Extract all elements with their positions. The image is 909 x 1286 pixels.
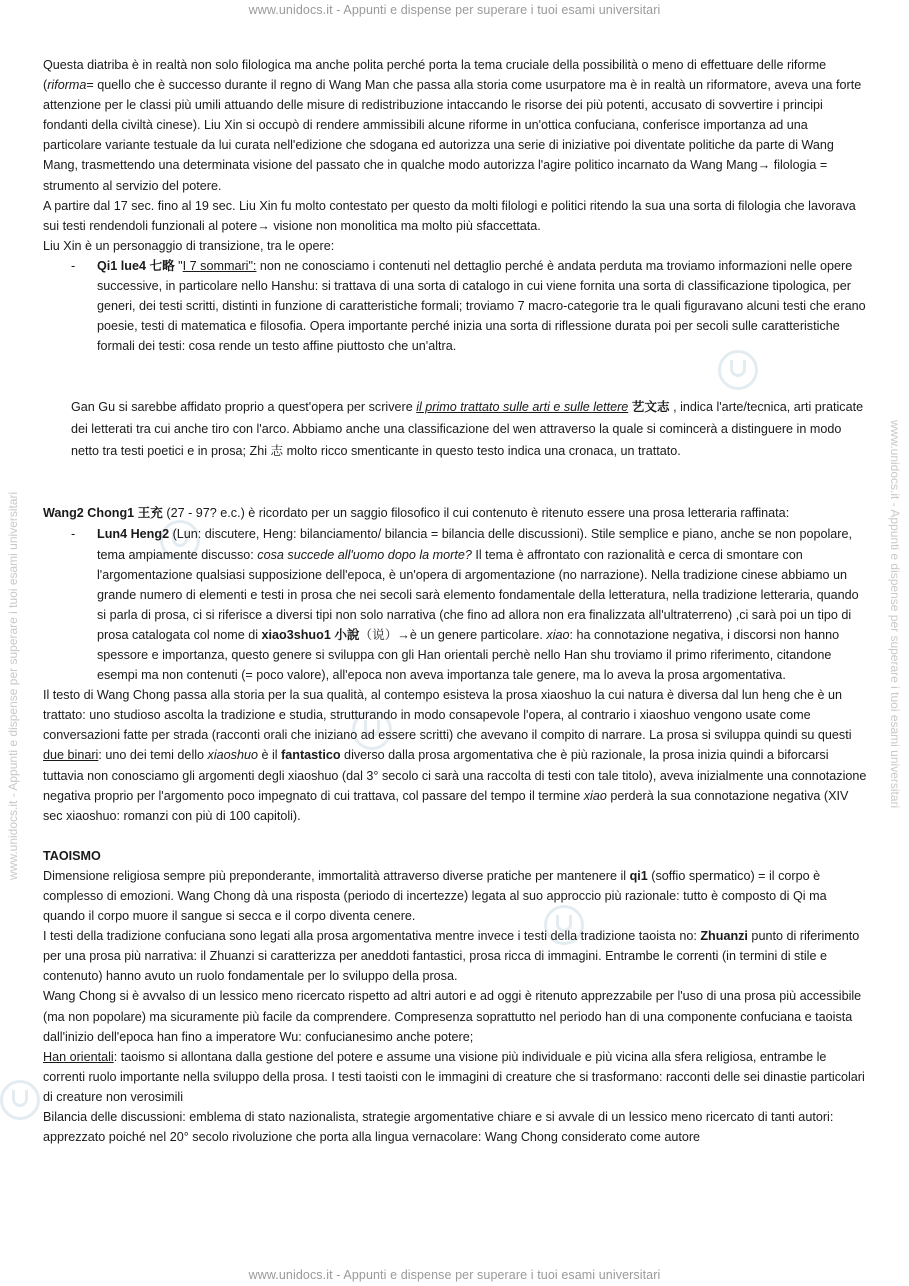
document-body bbox=[43, 55, 869, 1147]
paragraph: A partire dal 17 sec. fino al 19 sec. Liu Xin fu molto contestato per questo da molti filologi e politici ritendo la sua una sorta di filologia che lavorava sui testi rendendoli funzionali al potere→ visione non monolitica ma molto più sfaccettata. bbox=[43, 198, 856, 233]
section-heading: TAOISMO bbox=[43, 848, 101, 863]
list-item: - Lun4 Heng2 (Lun: discutere, Heng: bilanciamento/ bilancia = bilancia delle discussioni). Stile semplice e piano, anche se non popolare, tema ampiamente discusso: cosa succede all'uomo dopo la morte? Il tema è affrontato con razionalità e cerca di smontare con l'argomentazione qualsiasi supposizione dell'epoca, è un'opera di argomentazione (no narrazione). Nella tradizione cinese abbiamo un grande numero di elementi e testi in prosa che nei secoli sarà elemento fondamentale della letteratura, nella tradizione letteraria, quando si parla di prosa, ci si riferisce a diversi tipi non solo narrativa (che fino ad allora non era finalizzata all'ultraterreno) ,ci sarà poi un tipo di prosa catalogata col nome di xiao3shuo1 小說（说）→è un genere particolare. xiao: ha connotazione negativa, i discorsi non hanno spessore e importanza, questo genere si sviluppa con gli Han orientali perchè nello Han shu troviamo il primo riferimento, citandone esempi ma non contenuti (= poco valore), all'epoca non aveva importanza tale genere, ma lo aveva la prosa argomentativa. bbox=[43, 524, 869, 685]
header-watermark: www.unidocs.it - Appunti e dispense per superare i tuoi esami universitari bbox=[248, 3, 661, 17]
paragraph: Questa diatriba è in realtà non solo filologica ma anche polita perché porta la tema cruciale della possibilità o meno di effettuare delle riforme (riforma= quello che è successo durante il regno di Wang Man che passa alla storia come usurpatore ma è in realtà un riformatore, aveva una forte attenzione per le classi più umili attuando delle misure di redistribuzione intaccando le risorse dei più potenti, accusato di sovvertire i principi fondanti della civiltà cinese). Liu Xin si occupò di rendere ammissibili alcune riforme in un'ottica confuciana, conferisce importanza ad una particolare variante testuale da lui curata nell'edizione che sdogana ed autorizza una serie di iniziative poi diventate politiche da parte di Wang Mang, trasmettendo una determinata visione del passato che in qualche modo autorizza l'agire politico incarnato da Wang Mang→ filologia = strumento al servizio del potere. bbox=[43, 58, 862, 193]
paragraph: Bilancia delle discussioni: emblema di stato nazionalista, strategie argomentative chiare e si avvale di un lessico meno ricercato di tanti autori: apprezzato poiché nel 20° secolo rivoluzione che porta alla lingua vernacolare: Wang Chong considerato come autore bbox=[43, 1110, 834, 1145]
footer-watermark: www.unidocs.it - Appunti e dispense per superare i tuoi esami universitari bbox=[248, 1268, 661, 1282]
left-side-watermark: www.unidocs.it - Appunti e dispense per superare i tuoi esami universitari bbox=[6, 491, 20, 880]
paragraph: Wang Chong si è avvalso di un lessico meno ricercato rispetto ad altri autori e ad oggi è ritenuto apprezzabile per l'uso di una prosa più accessibile (ma non popolare) ma sicuramente più facile da comprendere. Compresenza soprattutto nel periodo han di una componente confuciana e taoista dall'inizio dell'epoca han fino a imperatore Wu: confucianesimo anche potere; bbox=[43, 989, 862, 1044]
paragraph: Liu Xin è un personaggio di transizione, tra le opere: bbox=[43, 238, 335, 253]
paragraph: Il testo di Wang Chong passa alla storia per la sua qualità, al contempo esisteva la prosa xiaoshuo la cui natura è diversa dal lun heng che è un trattato: uno studioso ascolta la tradizione e studia, strutturando in modo consapevole l'opera, al contrario i xiaoshuo vengono usate come conversazioni fatte per strada (racconti orali che iniziano ad essere scritti) che avevano il compito di narrare. La prosa si sviluppa quindi su questi due binari: uno dei temi dello xiaoshuo è il fantastico diverso dalla prosa argomentativa che è più razionale, la prosa inizia quindi a biforcarsi tuttavia non conosciamo gli argomenti degli xiaoshuo (dal 3° secolo ci sarà una raccolta di testi con tale titolo), aveva inizialmente una connotazione negativa proprio per l'argomento poco impegnato di cui trattava, col passare del tempo il termine xiao perderà la sua connotazione negativa (XIV sec xiaoshuo: romanzi con più di 100 capitoli). bbox=[43, 688, 867, 823]
paragraph: Wang2 Chong1 王充 (27 - 97? e.c.) è ricordato per un saggio filosofico il cui contenuto è ritenuto essere una prosa letteraria raffinata: bbox=[43, 506, 790, 521]
paragraph: Dimensione religiosa sempre più preponderante, immortalità attraverso diverse pratiche per mantenere il qi1 (soffio spermatico) = il corpo è complesso di emozioni. Wang Chong dà una risposta (periodo di incertezze) legata al suo approccio più razionale: tutto è composto di Qi ma quando il corpo muore il sangue si secca e il corpo diventa cenere. bbox=[43, 868, 827, 924]
watermark-logo-icon bbox=[0, 1080, 40, 1120]
list-bullet: - bbox=[71, 527, 76, 542]
right-side-watermark: www.unidocs.it - Appunti e dispense per superare i tuoi esami universitari bbox=[888, 420, 902, 809]
list-bullet: - bbox=[71, 258, 76, 273]
paragraph: Gan Gu si sarebbe affidato proprio a quest'opera per scrivere il primo trattato sulle arti e sulle lettere 艺文志 , indica l'arte/tecnica, arti praticate dei letterati tra cui anche tiro con l'arco. Abbiamo anche una classificazione del wen attraverso la quale si comincerà a distinguere in modo netto tra testi poetici e in prosa; Zhi 志 molto ricco smenticante in questo testo indica una cronaca, un trattato. bbox=[71, 400, 864, 459]
list-item: - Qi1 lue4 七略 "I 7 sommari": non ne conosciamo i contenuti nel dettaglio perché è andata perduta ma troviamo informazioni nelle opere successive, in particolare nello Hanshu: si trattava di una sorta di catalogo in cui viene fornita una sorta di classificazione tipologica, per generi, dei testi scritti, distinti in funzione di caratteristiche formali; troviamo 7 macro-categorie tra le quali figuravano alcuni testi che erano poesie, testi di matematica e filosofia. Opera importante perché inizia una sorta di riflessione durata poi per secoli sulle caratteristiche formali dei testi: cosa rende un testo affine piuttosto che un'altra. bbox=[43, 256, 869, 356]
paragraph: Han orientali: taoismo si allontana dalla gestione del potere e assume una visione più individuale e più vicina alla sfera religiosa, entrambe le correnti ruolo importante nella sviluppo della prosa. I testi taoisti con le immagini di creature che si trasformano: racconti delle sei dinastie particolari di creature non verosimili bbox=[43, 1049, 865, 1104]
paragraph: I testi della tradizione confuciana sono legati alla prosa argomentativa mentre invece i testi della tradizione taoista no: Zhuanzi punto di riferimento per una prosa più narrativa: il Zhuanzi si caratterizza per aneddoti fantastici, prosa ricca di immagini. Entrambe le correnti (in termini di stile e contenuto) hanno avuto un ruolo fondamentale per lo sviluppo della prosa. bbox=[43, 929, 860, 984]
